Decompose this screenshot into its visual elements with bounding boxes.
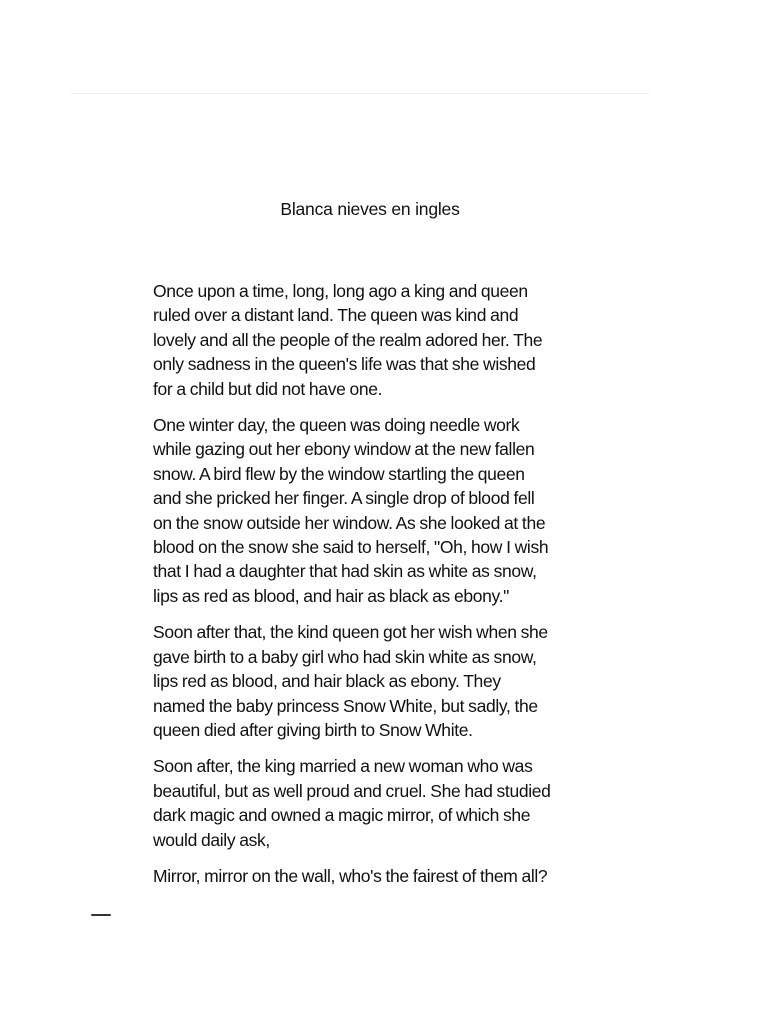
- text-line: for a child but did not have one.: [153, 378, 383, 399]
- text-line: and she pricked her finger. A single drop of blood fell: [153, 488, 535, 509]
- text-line: blood on the snow she said to herself, "Oh, how I wish: [153, 537, 549, 558]
- text-line: while gazing out her ebony window at the new fallen: [153, 439, 535, 460]
- text-line: dark magic and owned a magic mirror, of which she: [153, 805, 531, 826]
- scan-edge-mark: [91, 914, 111, 916]
- text-line: on the snow outside her window. As she looked at the: [153, 512, 546, 533]
- text-line: snow. A bird flew by the window startling the queen: [153, 463, 525, 484]
- text-line: only sadness in the queen's life was that she wished: [153, 354, 536, 375]
- text-line: lips as red as blood, and hair as black as ebony.": [153, 585, 509, 606]
- text-line: lips red as blood, and hair black as ebony. They: [153, 671, 501, 692]
- text-line: lovely and all the people of the realm adored her. The: [153, 329, 543, 350]
- text-line: queen died after giving birth to Snow White.: [153, 719, 473, 740]
- text-line: Soon after that, the kind queen got her wish when she: [153, 622, 548, 643]
- text-line: Soon after, the king married a new woman who was: [153, 756, 533, 777]
- paragraph-1: [153, 279, 593, 401]
- document-body: [153, 279, 593, 900]
- text-line: named the baby princess Snow White, but sadly, the: [153, 695, 538, 716]
- text-line: would daily ask,: [153, 829, 270, 850]
- text-line: that I had a daughter that had skin as white as snow,: [153, 561, 537, 582]
- paragraph-2: [153, 413, 593, 608]
- paragraph-5: [153, 864, 593, 888]
- document-title: Blanca nieves en ingles: [280, 199, 460, 219]
- text-line: Mirror, mirror on the wall, who's the fairest of them all?: [153, 865, 548, 886]
- text-line: Once upon a time, long, long ago a king and queen: [153, 281, 528, 301]
- text-line: One winter day, the queen was doing needle work: [153, 415, 520, 436]
- scan-artifact-line: [70, 93, 650, 94]
- text-line: ruled over a distant land. The queen was kind and: [153, 305, 519, 326]
- text-line: beautiful, but as well proud and cruel. She had studied: [153, 780, 551, 801]
- paragraph-4: [153, 754, 593, 852]
- text-line: gave birth to a baby girl who had skin white as snow,: [153, 646, 537, 667]
- paragraph-3: [153, 620, 593, 742]
